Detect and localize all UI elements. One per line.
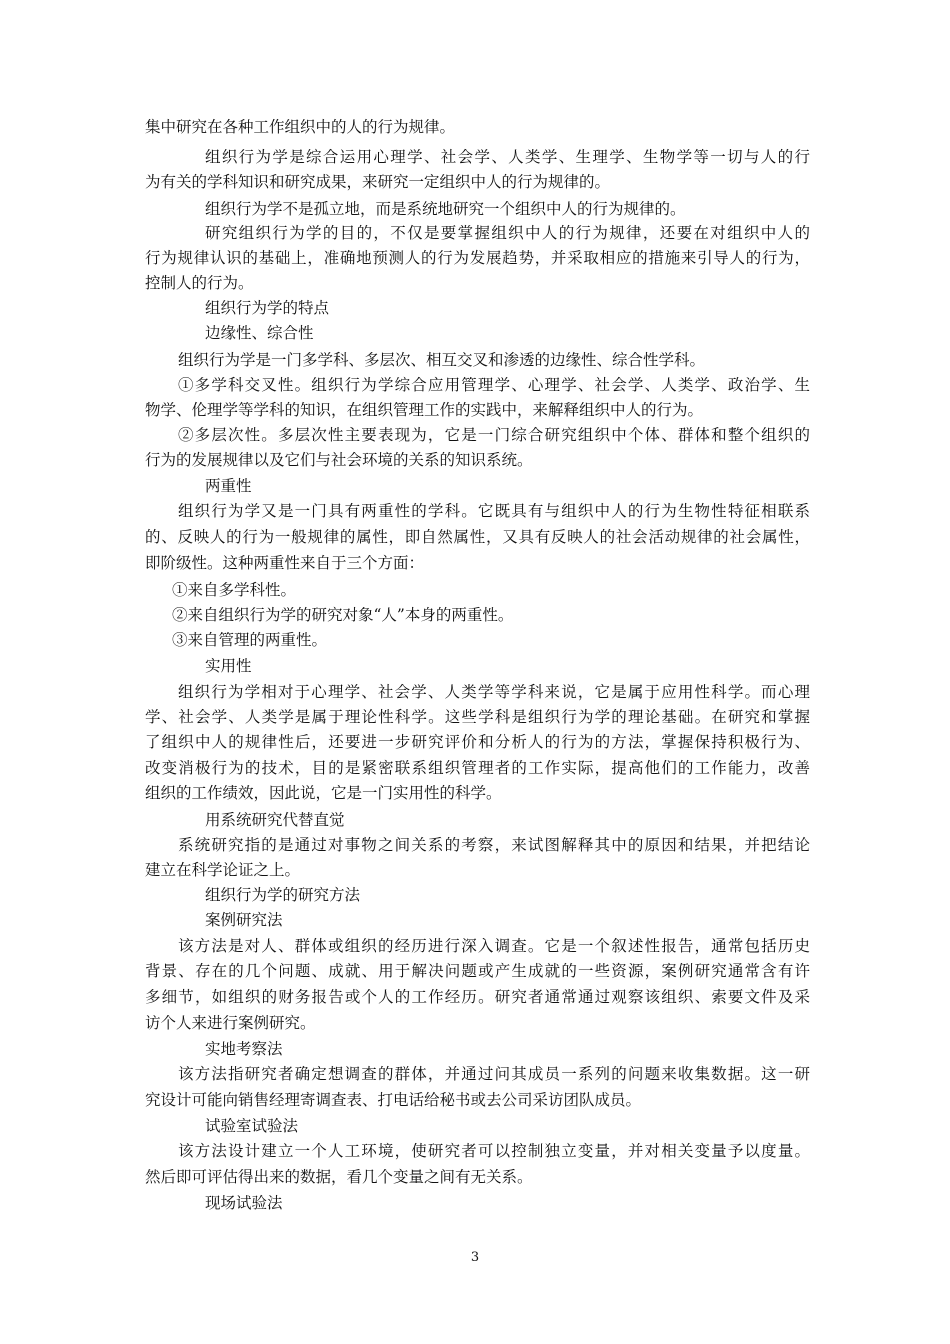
- text-line: 系统研究指的是通过对事物之间关系的考察，来试图解释其中的原因和结果，并把结论: [178, 836, 810, 854]
- text-line: 控制人的行为。: [145, 274, 254, 292]
- section-heading: 组织行为学的研究方法: [205, 886, 361, 904]
- text-line: 了组织中人的规律性后，还要进一步研究评价和分析人的行为的方法，掌握保持积极行为、: [145, 733, 810, 751]
- subsection-heading: 试验室试验法: [205, 1117, 299, 1135]
- text-line: 的、反映人的行为一般规律的属性，即自然属性，又具有反映人的社会活动规律的社会属性，: [145, 528, 810, 546]
- text-line: 组织行为学不是孤立地，而是系统地研究一个组织中人的行为规律的。: [205, 200, 686, 218]
- text-line: ②多层次性。多层次性主要表现为，它是一门综合研究组织中个体、群体和整个组织的: [178, 426, 810, 444]
- text-line: 该方法是对人、群体或组织的经历进行深入调查。它是一个叙述性报告，通常包括历史: [178, 937, 810, 955]
- text-line: 集中研究在各种工作组织中的人的行为规律。: [145, 118, 456, 136]
- text-line: 即阶级性。这种两重性来自于三个方面：: [145, 554, 425, 572]
- text-line: 组织行为学是一门多学科、多层次、相互交叉和渗透的边缘性、综合性学科。: [178, 351, 706, 369]
- text-line: 行为规律认识的基础上，准确地预测人的行为发展趋势，并采取相应的措施来引导人的行为，: [145, 249, 810, 267]
- text-line: 为有关的学科知识和研究成果，来研究一定组织中人的行为规律的。: [145, 173, 611, 191]
- text-line: 组织行为学又是一门具有两重性的学科。它既具有与组织中人的行为生物性特征相联系: [178, 502, 810, 520]
- text-line: 组织的工作绩效，因此说，它是一门实用性的科学。: [145, 784, 502, 802]
- text-line: 背景、存在的几个问题、成就、用于解决问题或产生成就的一些资源，案例研究通常含有许: [145, 962, 810, 980]
- section-heading: 组织行为学的特点: [205, 299, 330, 317]
- text-line: ①多学科交叉性。组织行为学综合应用管理学、心理学、社会学、人类学、政治学、生: [178, 376, 810, 394]
- subsection-heading: 两重性: [205, 477, 252, 495]
- subsection-heading: 实地考察法: [205, 1040, 283, 1058]
- text-line: 该方法设计建立一个人工环境，使研究者可以控制独立变量，并对相关变量予以度量。: [178, 1142, 810, 1160]
- text-line: 改变消极行为的技术，目的是紧密联系组织管理者的工作实际，提高他们的工作能力，改善: [145, 759, 810, 777]
- list-item: ②来自组织行为学的研究对象“人”本身的两重性。: [172, 606, 514, 624]
- subsection-heading: 用系统研究代替直觉: [205, 811, 345, 829]
- text-line: 访个人来进行案例研究。: [145, 1014, 316, 1032]
- text-line: 组织行为学相对于心理学、社会学、人类学等学科来说，它是属于应用性科学。而心理: [178, 683, 810, 701]
- text-line: 多细节，如组织的财务报告或个人的工作经历。研究者通常通过观察该组织、索要文件及采: [145, 988, 810, 1006]
- subsection-heading: 现场试验法: [205, 1194, 283, 1212]
- text-line: 该方法指研究者确定想调查的群体，并通过问其成员一系列的问题来收集数据。这一研: [178, 1065, 810, 1083]
- text-line: 物学、伦理学等学科的知识，在组织管理工作的实践中，来解释组织中人的行为。: [145, 401, 704, 419]
- subsection-heading: 边缘性、综合性: [205, 324, 314, 342]
- list-item: ③来自管理的两重性。: [172, 631, 328, 649]
- text-line: 学、社会学、人类学是属于理论性科学。这些学科是组织行为学的理论基础。在研究和掌握: [145, 708, 810, 726]
- page-number: 3: [470, 1250, 480, 1265]
- text-line: 建立在科学论证之上。: [145, 861, 301, 879]
- text-line: 然后即可评估得出来的数据，看几个变量之间有无关系。: [145, 1168, 533, 1186]
- subsection-heading: 实用性: [205, 657, 252, 675]
- text-line: 研究组织行为学的目的，不仅是要掌握组织中人的行为规律，还要在对组织中人的: [205, 224, 810, 242]
- text-line: 行为的发展规律以及它们与社会环境的关系的知识系统。: [145, 451, 533, 469]
- text-line: 究设计可能向销售经理寄调查表、打电话给秘书或去公司采访团队成员。: [145, 1091, 642, 1109]
- text-line: 组织行为学是综合运用心理学、社会学、人类学、生理学、生物学等一切与人的行: [205, 148, 810, 166]
- subsection-heading: 案例研究法: [205, 911, 283, 929]
- list-item: ①来自多学科性。: [172, 581, 297, 599]
